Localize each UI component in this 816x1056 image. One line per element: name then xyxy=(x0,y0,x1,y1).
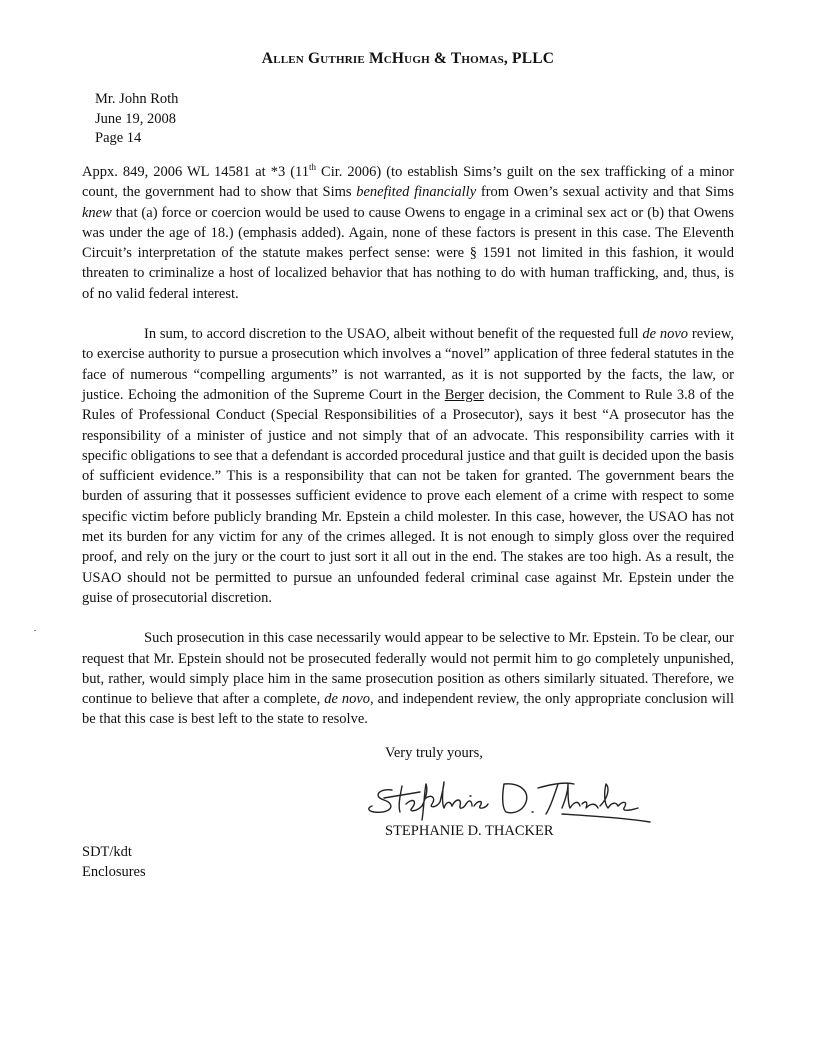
closing-salutation: Very truly yours, xyxy=(385,745,483,761)
paragraph-3: Such prosecution in this case necessarily would appear to be selective to Mr. Epstein. To be clear, our request that Mr. Epstein should not be prosecuted federally would not permit him to go completely unpunished, but, rather, would simply place him in the same prosecution position as others similarly situated. Therefore, we continue to believe that after a complete, de novo, and independent review, the only appropriate conclusion will be that this case is best left to the state to resolve. xyxy=(82,630,735,728)
enclosures-note: Enclosures xyxy=(82,863,146,880)
letter-body xyxy=(82,162,734,750)
paragraph-1: Appx. 849, 2006 WL 14581 at *3 (11th Cir. 2006) (to establish Sims’s guilt on the sex trafficking of a minor count, the government had to show that Sims benefited financially from Owen’s sexual activity and that Sims knew that (a) force or coercion would be used to cause Owens to engage in a criminal sex act or (b) that Owens was under the age of 18.) (emphasis added). Again, none of these factors is present in this case. The Eleventh Circuit’s interpretation of the statute makes perfect sense: were § 1591 not limited in this fashion, it would threaten to criminalize a host of localized behavior that has nothing to do with human trafficking, and, thus, is of no valid federal interest. xyxy=(82,162,734,302)
handwritten-signature xyxy=(362,768,652,828)
paragraph-2: In sum, to accord discretion to the USAO, albeit without benefit of the requested full de novo review, to exercise authority to pursue a prosecution which involves a “novel” application of three federal statutes in the face of numerous “compelling arguments” is not warranted, as it is not supported by the facts, the law, or justice. Echoing the admonition of the Supreme Court in the Berger decision, the Comment to Rule 3.8 of the Rules of Professional Conduct (Special Responsibilities of a Prosecutor), says it best “A prosecutor has the responsibility of a minister of justice and not simply that of an advocate. This responsibility carries with it specific obligations to see that a defendant is accorded procedural justice and that guilt is decided upon the basis of sufficient evidence.” This is a responsibility that can not be taken for granted. The government bears the burden of assuring that it possesses sufficient evidence to prove each element of a crime with respect to some specific victim before publicly branding Mr. Epstein a child molester. In this case, however, the USAO has not met its burden for any victim for any of the crimes alleged. It is not enough to simply gloss over the required proof, and rely on the jury or the court to just sort it all out in the end. The stakes are too high. As a result, the USAO should not be permitted to pursue an unfounded federal criminal case against Mr. Epstein under the guise of prosecutorial discretion. xyxy=(82,326,734,606)
initials-block xyxy=(82,843,146,882)
letterhead xyxy=(0,50,816,68)
scan-speck xyxy=(34,630,36,631)
typist-initials: SDT/kdt xyxy=(82,844,132,860)
case-name-underlined: Berger xyxy=(444,386,484,403)
letter-date: June 19, 2008 xyxy=(95,110,176,127)
signer-name: STEPHANIE D. THACKER xyxy=(385,823,554,839)
page-number: Page 14 xyxy=(95,130,142,146)
firm-name: Allen Guthrie McHugh & Thomas, PLLC xyxy=(261,50,555,67)
letter-meta xyxy=(95,90,178,149)
recipient-name: Mr. John Roth xyxy=(95,91,179,107)
